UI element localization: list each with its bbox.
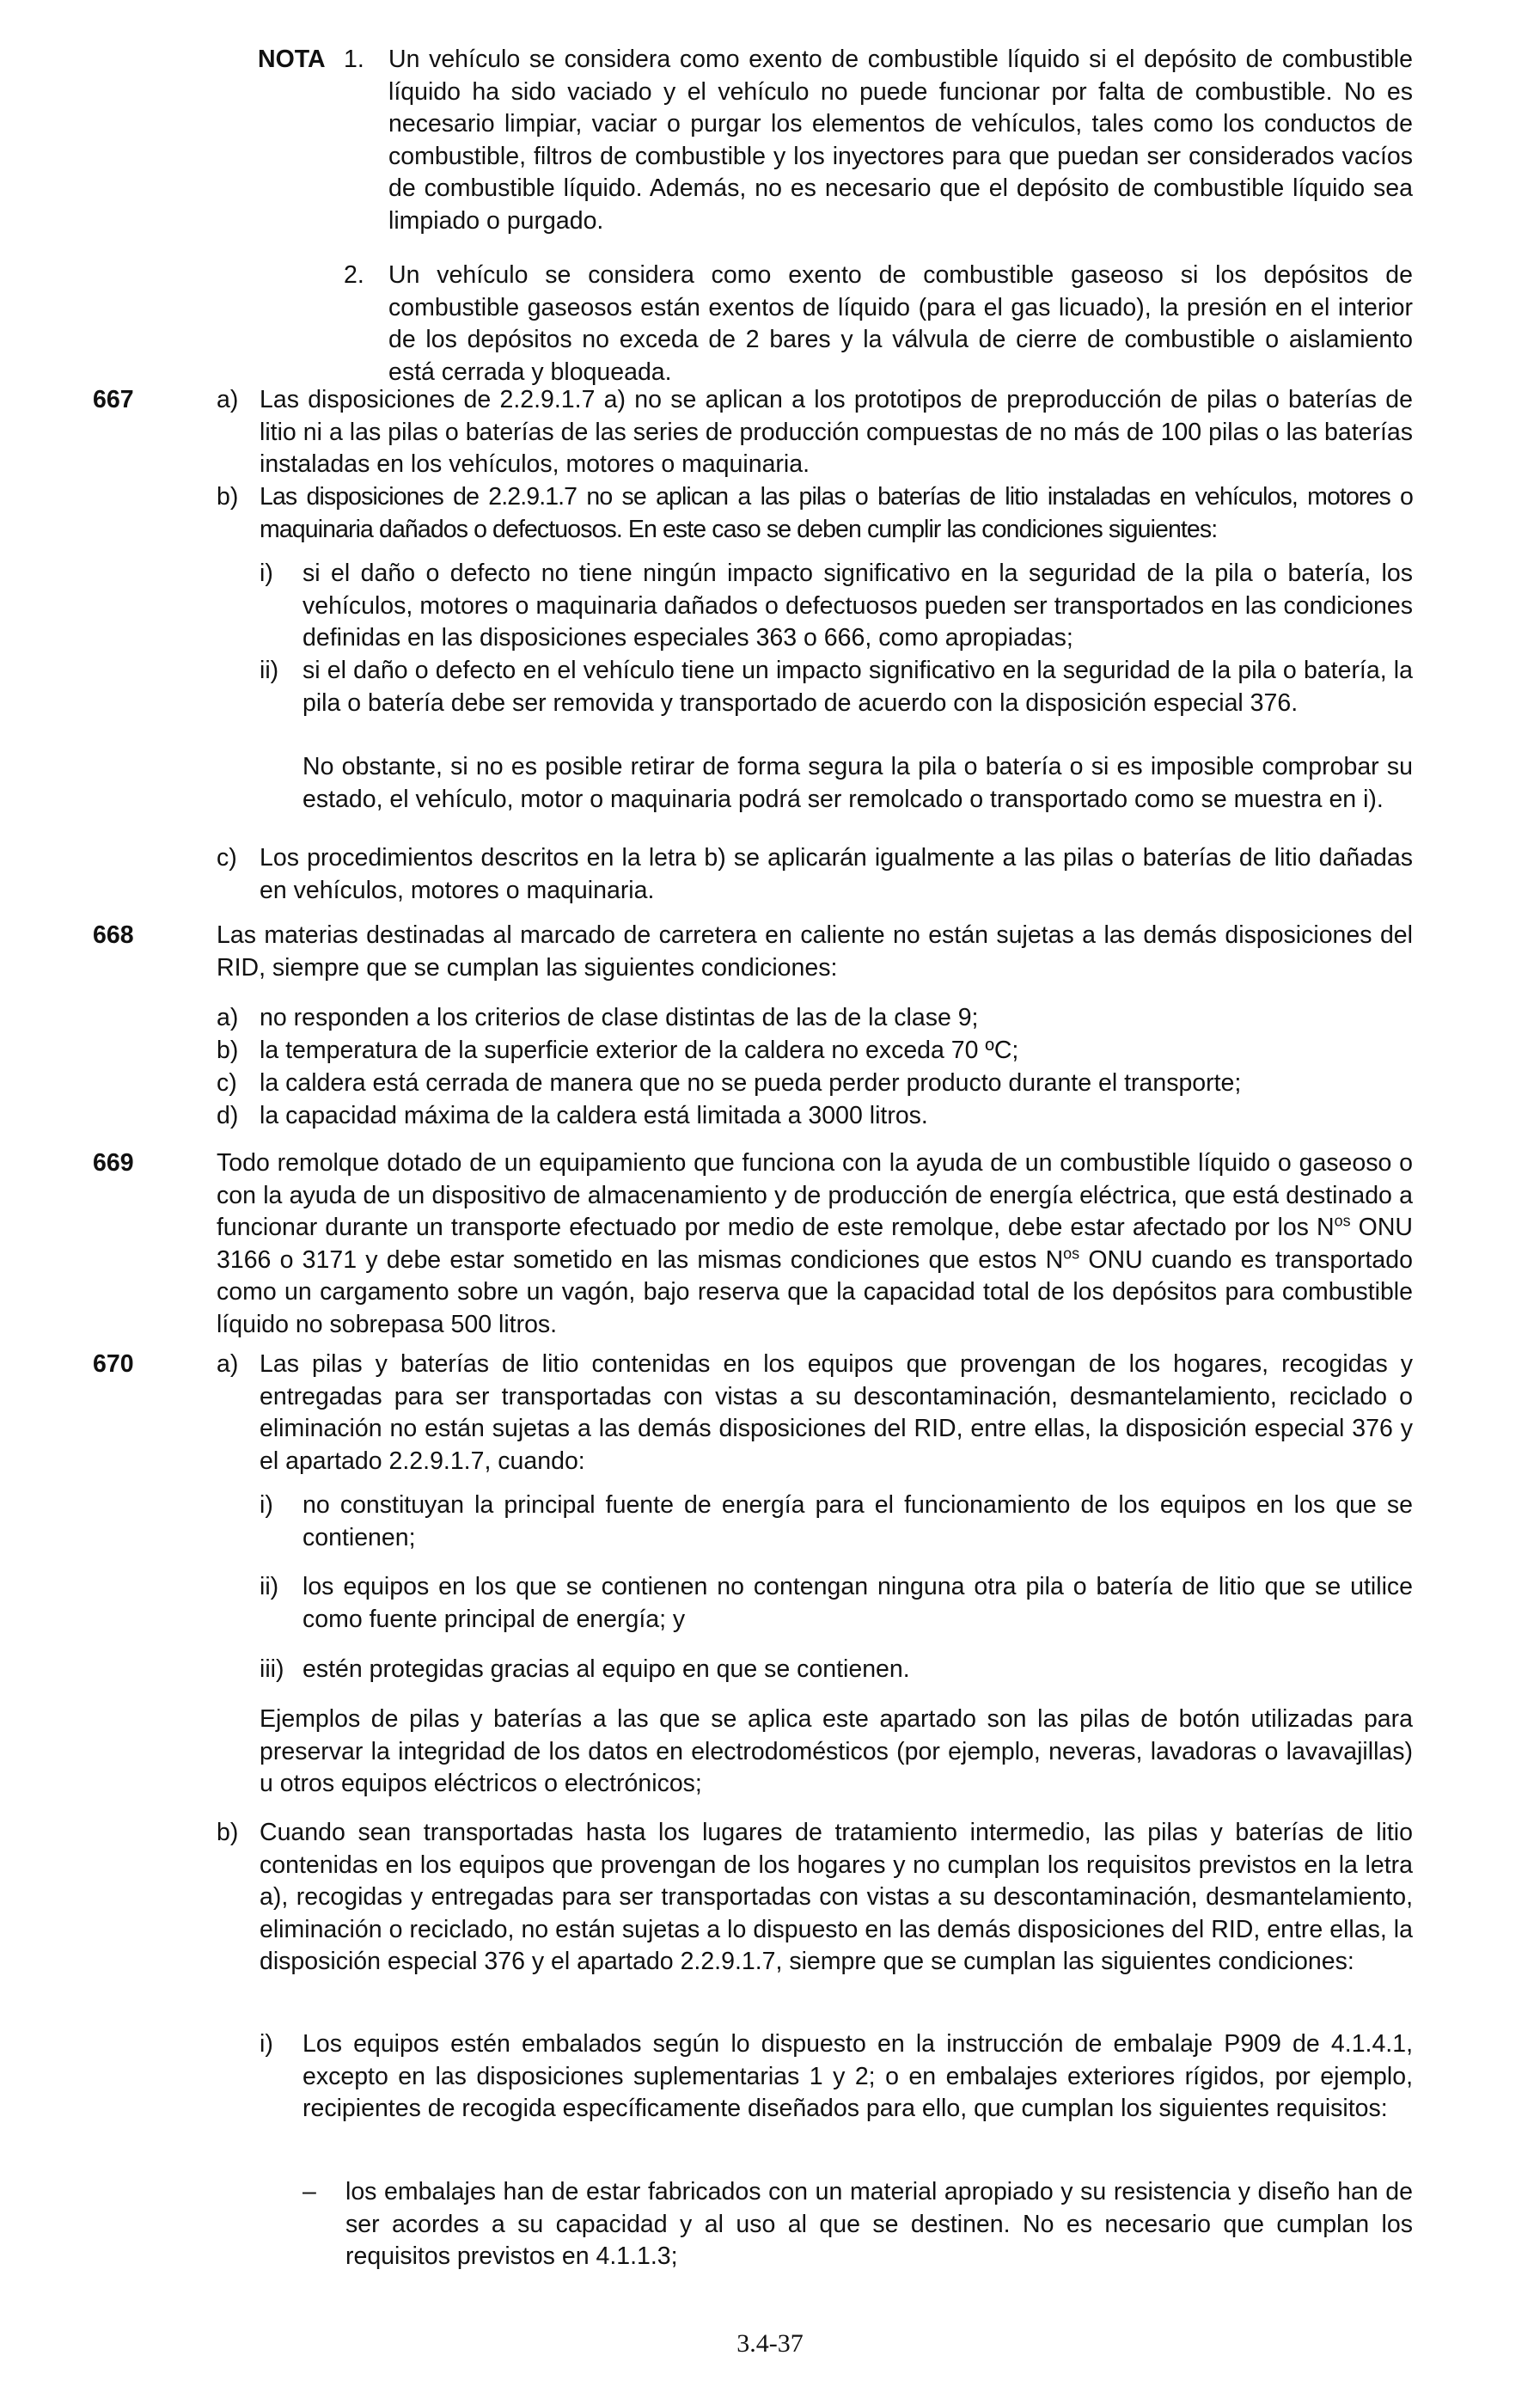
- provision-670-a-iii-text: estén protegidas gracias al equipo en que se contienen.: [302, 1655, 910, 1683]
- provision-670-b-label: b): [217, 1819, 239, 1846]
- superscript-os: os: [1334, 1212, 1351, 1230]
- provision-668-a-label: a): [217, 1004, 239, 1031]
- nota-2-text: Un vehículo se considera como exento de combustible gaseoso si los depósitos de combustible gaseosos están exentos de líquido (para el gas licuado), la presión en el interior de los depósitos no exceda de 2 bares y la válvula de cierre de combustible o aislamiento está cerrada y bloqueada.: [388, 261, 1413, 386]
- page-number: 3.4-37: [736, 2329, 804, 2358]
- provision-668-c-label: c): [217, 1069, 237, 1097]
- provision-670-b-text: Cuando sean transportadas hasta los lugares de tratamiento intermedio, las pilas y baterías de litio contenidas en los equipos que provengan de los hogares y no cumplan los requisitos previstos en la letra a), recogidas y entregadas para ser transportadas con vistas a su descontaminación, desmantelamiento, eliminación o reciclado, no están sujetas a lo dispuesto en las demás disposiciones del RID, entre ellas, la disposición especial 376 y el apartado 2.2.9.1.7, siempre que se cumplan las siguientes condiciones:: [260, 1819, 1413, 1975]
- provision-667-c-label: c): [217, 844, 237, 872]
- provision-670-a-label: a): [217, 1350, 239, 1378]
- provision-667-ii-text-2: No obstante, si no es posible retirar de forma segura la pila o batería o si es imposible comprobar su estado, el vehículo, motor o maquinaria podrá ser remolcado o transportado como se muestra en i).: [302, 753, 1413, 813]
- provision-670-a-text: Las pilas y baterías de litio contenidas en los equipos que provengan de los hogares, recogidas y entregadas para ser transportadas con vistas a su descontaminación, desmantelamiento, reciclado o eliminación no están sujetas a las demás disposiciones del RID, entre ellas, la disposición especial 376 y el apartado 2.2.9.1.7, cuando:: [260, 1350, 1413, 1475]
- provision-667-a-text: Las disposiciones de 2.2.9.1.7 a) no se aplican a los prototipos de preproducción de pilas o baterías de litio ni a las pilas o baterías de las series de producción compuestas de no más de 100 pilas o las baterías instaladas en los vehículos, motores o maquinaria.: [260, 386, 1413, 478]
- provision-667-ii-label: ii): [260, 657, 279, 684]
- provision-670-examples: Ejemplos de pilas y baterías a las que se aplica este apartado son las pilas de botón utilizadas para preservar la integridad de los datos en electrodomésticos (por ejemplo, neveras, lavadoras o lavavajillas) u otros equipos eléctricos o electrónicos;: [260, 1705, 1413, 1797]
- provision-669-text: Todo remolque dotado de un equipamiento que funciona con la ayuda de un combustible líquido o gaseoso o con la ayuda de un dispositivo de almacenamiento y de producción de energía eléctrica, que está destinado a funcionar durante un transporte efectuado por medio de este remolque, debe estar afectado por los $N^{os}$ ONU 3166 o 3171 y debe estar sometido en las mismas condiciones que estos $N^{os}$ ONU cuando es transportado como un cargamento sobre un vagón, bajo reserva que la capacidad total de los depósitos para combustible líquido no sobrepasa 500 litros.: [217, 1149, 1413, 1338]
- provision-668-a-text: no responden a los criterios de clase distintas de las de la clase 9;: [260, 1004, 979, 1031]
- provision-667-i-text: si el daño o defecto no tiene ningún impacto significativo en la seguridad de la pila o batería, los vehículos, motores o maquinaria dañados o defectuosos pueden ser transportados en las condiciones definidas en las disposiciones especiales 363 o 666, como apropiadas;: [302, 560, 1413, 652]
- provision-668-d-text: la capacidad máxima de la caldera está limitada a 3000 litros.: [260, 1102, 928, 1129]
- provision-667-b-label: b): [217, 483, 239, 511]
- provision-667-i-label: i): [260, 560, 273, 587]
- provision-670-a-i-label: i): [260, 1491, 273, 1519]
- provision-670-a-iii-label: iii): [260, 1655, 284, 1683]
- nota-2-number: 2.: [344, 261, 364, 289]
- provision-670-a-i-text: no constituyan la principal fuente de energía para el funcionamiento de los equipos en los que se contienen;: [302, 1491, 1413, 1551]
- superscript-os: os: [1063, 1245, 1080, 1262]
- provision-668-c-text: la caldera está cerrada de manera que no se pueda perder producto durante el transporte;: [260, 1069, 1242, 1097]
- provision-668-b-label: b): [217, 1037, 239, 1064]
- provision-668-b-text: la temperatura de la superficie exterior de la caldera no exceda 70 ºC;: [260, 1037, 1019, 1064]
- provision-667-b-text: Las disposiciones de 2.2.9.1.7 no se aplican a las pilas o baterías de litio instaladas en vehículos, motores o maquinaria dañados o defectuosos. En este caso se deben cumplir las condiciones siguientes:: [260, 483, 1413, 543]
- provision-670-number: 670: [93, 1350, 134, 1378]
- provision-667-number: 667: [93, 386, 134, 413]
- provision-669-number: 669: [93, 1149, 134, 1177]
- provision-667-a-label: a): [217, 386, 239, 413]
- nota-1-number: 1.: [344, 46, 364, 73]
- provision-670-b-i-text: Los equipos estén embalados según lo dispuesto en la instrucción de embalaje P909 de 4.1.4.1, excepto en las disposiciones suplementarias 1 y 2; o en embalajes exteriores rígidos, por ejemplo, recipientes de recogida específicamente diseñados para ello, que cumplan los siguientes requisitos:: [302, 2030, 1413, 2122]
- provision-670-a-ii-text: los equipos en los que se contienen no contengan ninguna otra pila o batería de litio que se utilice como fuente principal de energía; y: [302, 1573, 1413, 1633]
- provision-668-number: 668: [93, 921, 134, 949]
- provision-670-b-i-label: i): [260, 2030, 273, 2058]
- provision-670-a-ii-label: ii): [260, 1573, 279, 1600]
- nota-1-text: Un vehículo se considera como exento de combustible líquido si el depósito de combustible líquido ha sido vaciado y el vehículo no puede funcionar por falta de combustible. No es necesario limpiar, vaciar o purgar los elementos de vehículos, tales como los conductos de combustible, filtros de combustible y los inyectores para que puedan ser considerados vacíos de combustible líquido. Además, no es necesario que el depósito de combustible líquido sea limpiado o purgado.: [388, 46, 1413, 235]
- provision-668-text: Las materias destinadas al marcado de carretera en caliente no están sujetas a las demás disposiciones del RID, siempre que se cumplan las siguientes condiciones:: [217, 921, 1413, 982]
- provision-667-c-text: Los procedimientos descritos en la letra b) se aplicarán igualmente a las pilas o baterías de litio dañadas en vehículos, motores o maquinaria.: [260, 844, 1413, 904]
- provision-670-dash-text: los embalajes han de estar fabricados con un material apropiado y su resistencia y diseño han de ser acordes a su capacidad y al uso al que se destinen. No es necesario que cumplan los requisitos previstos en 4.1.1.3;: [345, 2178, 1413, 2270]
- provision-670-dash-label: –: [302, 2178, 316, 2206]
- provision-667-ii-text: si el daño o defecto en el vehículo tiene un impacto significativo en la seguridad de la pila o batería, la pila o batería debe ser removida y transportado de acuerdo con la disposición especial 376.: [302, 657, 1413, 717]
- provision-668-d-label: d): [217, 1102, 239, 1129]
- nota-label: NOTA: [258, 46, 326, 73]
